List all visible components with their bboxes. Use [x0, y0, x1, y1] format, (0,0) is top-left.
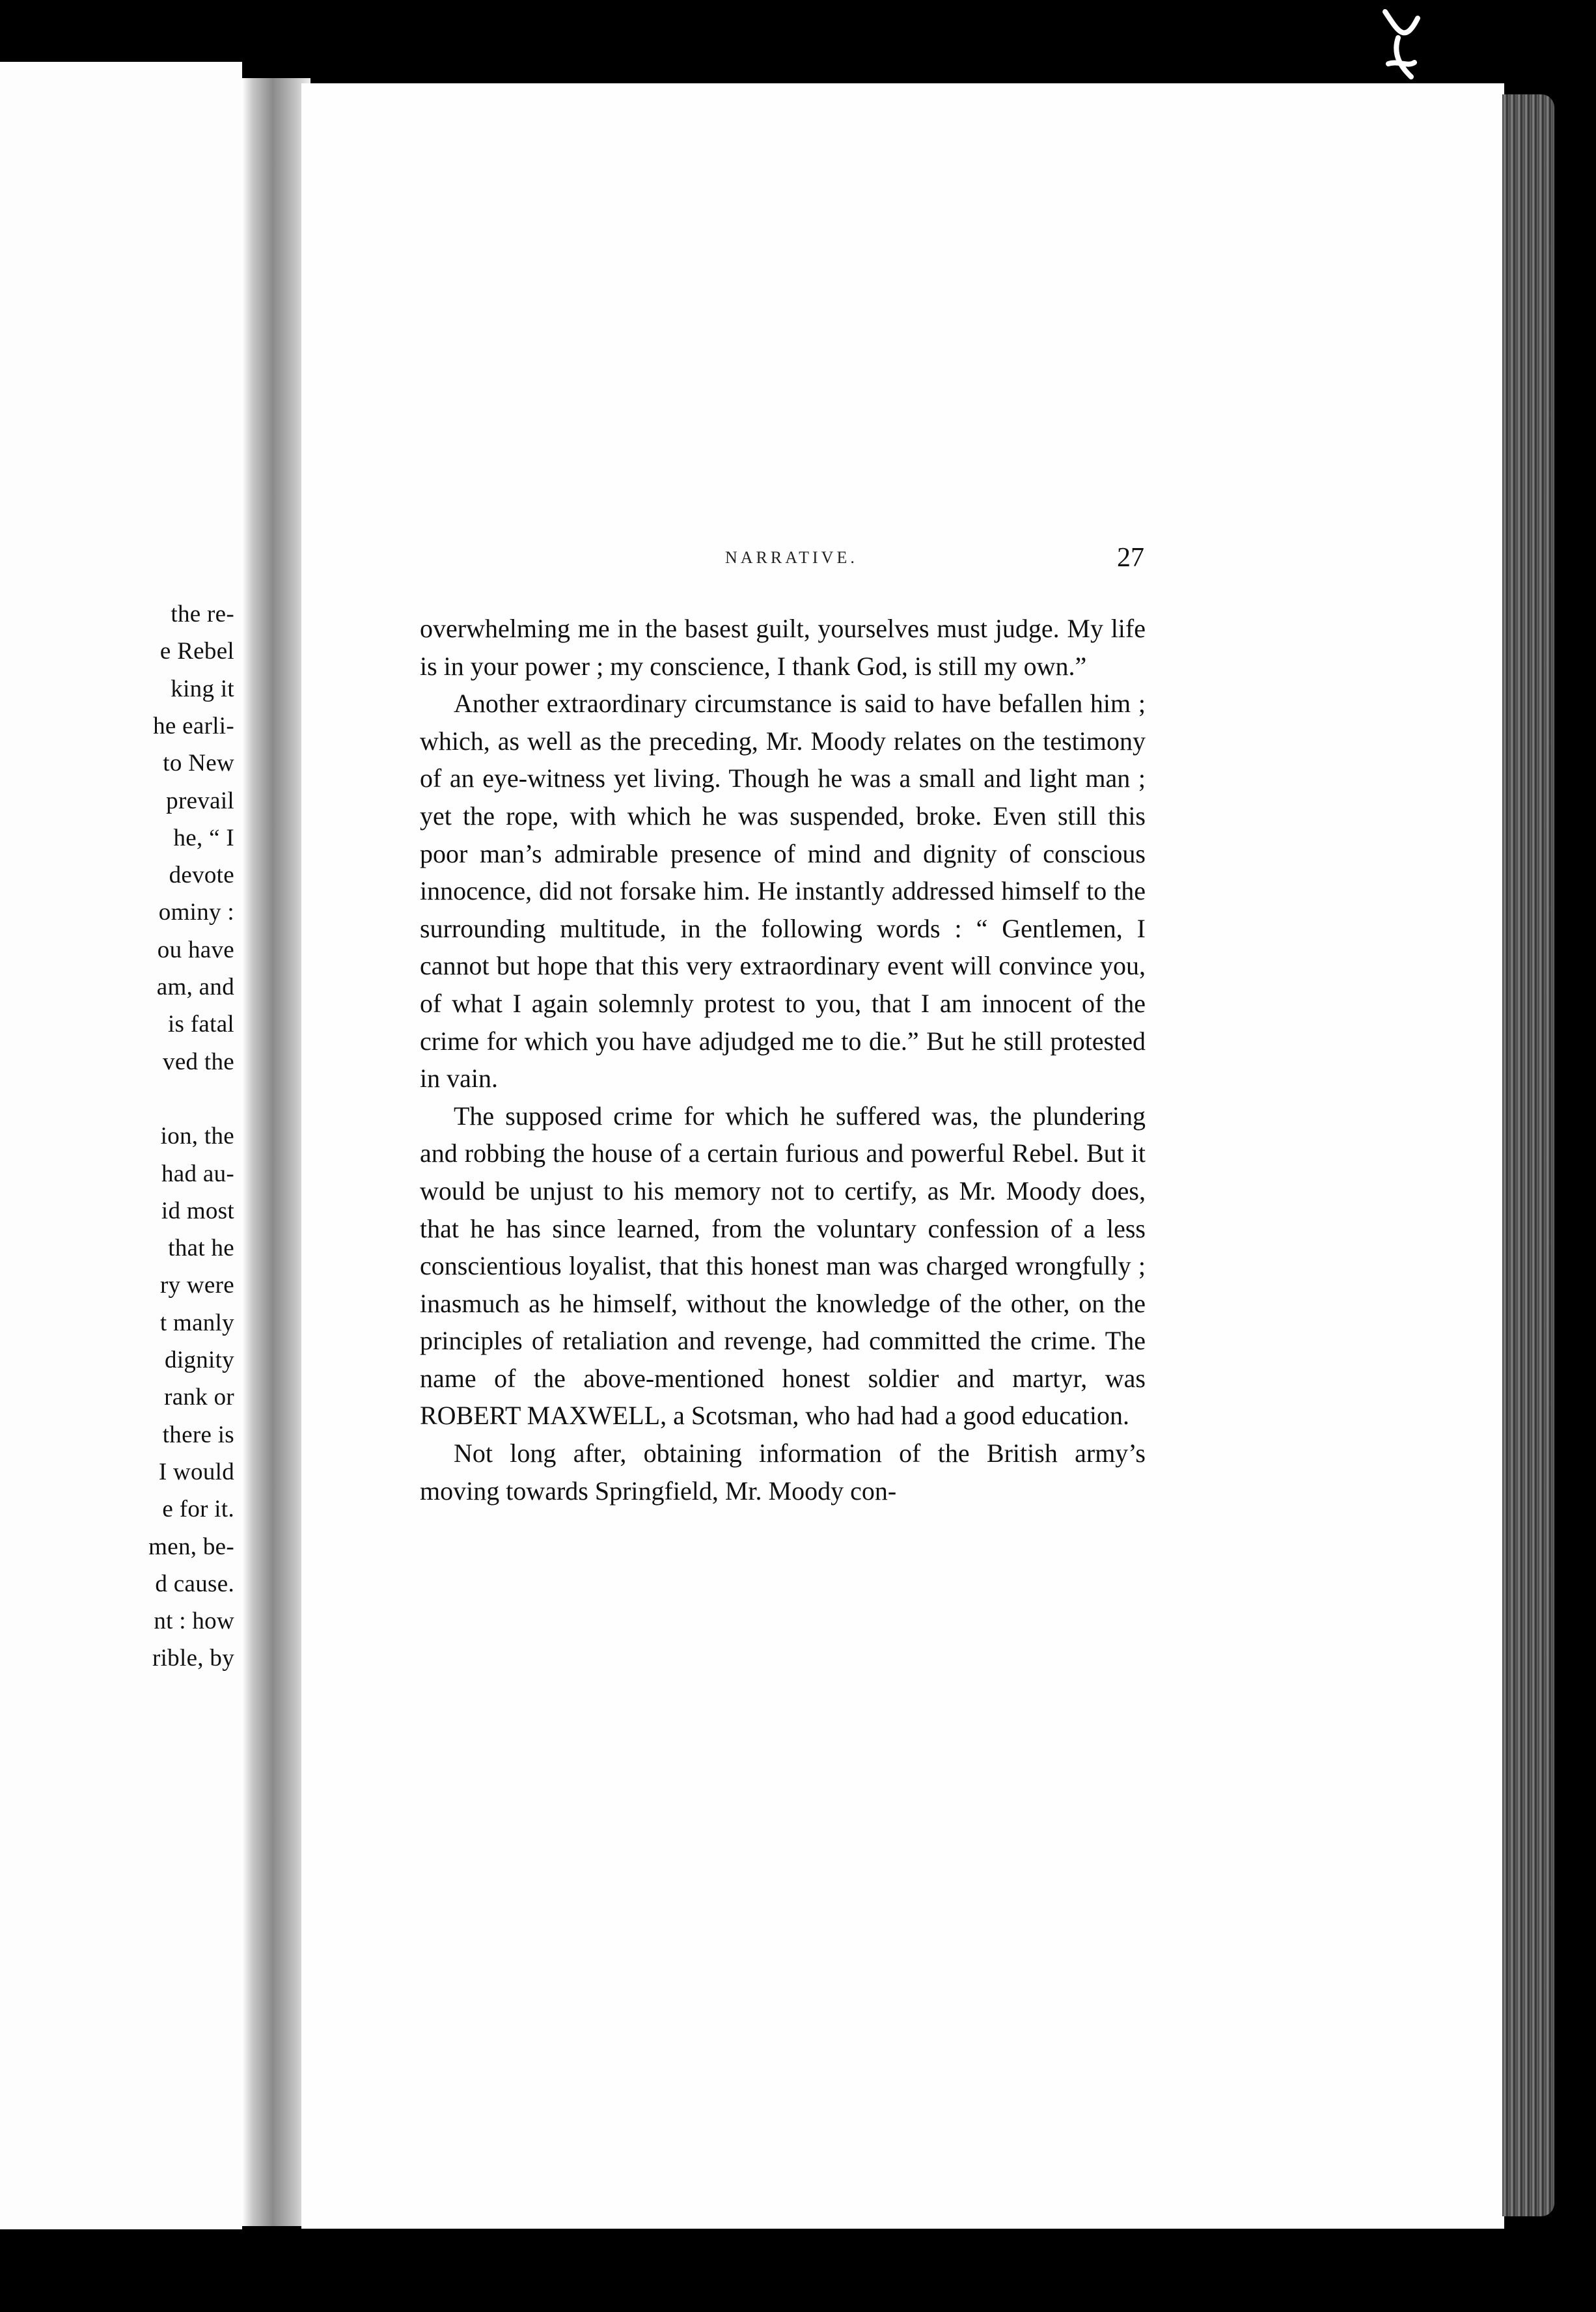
corner-mark-icon: [1379, 5, 1424, 83]
page-edge: [1502, 94, 1554, 2216]
left-page-line: I would: [158, 1458, 234, 1485]
paragraph: overwhelming me in the basest guilt, yourselves must judge. My life is in your power ; my conscience, I thank God, is still my own.”: [420, 614, 1146, 681]
left-page-line: ry were: [159, 1272, 234, 1299]
left-page-line: dignity: [165, 1347, 234, 1373]
left-page-line: e for it.: [162, 1496, 234, 1523]
paragraph: Another extraordinary circumstance is said to have befallen him ; which, as well as the preceding, Mr. Moody relates on the testimony of an eye-witness yet living. Though he was a small and light man ; yet the rope, with which he was suspended, broke. Even still this poor man’s admirable presence of mind and dignity of conscious innocence, did not forsake him. He instantly addressed himself to the surrounding multitude, in the following words : “ Gentlemen, I cannot but hope that this very extraordinary event will convince you, of what I again solemnly protest to you, that I am innocent of the crime for which you have adjudged me to die.” But he still protested in vain.: [420, 689, 1146, 1094]
left-page-line: king it: [171, 675, 234, 702]
left-page-line: rible, by: [152, 1645, 234, 1672]
left-page-line: men, be-: [148, 1533, 234, 1560]
body-text: [420, 610, 1146, 1509]
left-page-line: ou have: [157, 936, 234, 963]
left-page-line: he earli-: [153, 712, 234, 739]
left-page-line: nt : how: [154, 1608, 234, 1635]
running-head: NARRATIVE.: [725, 548, 858, 567]
martyr-name: ROBERT MAXWELL: [420, 1401, 661, 1431]
left-page-line: had au-: [161, 1160, 234, 1187]
left-page-line: devote: [169, 862, 234, 889]
left-page-line: ion, the: [160, 1123, 234, 1150]
page-number: 27: [1117, 543, 1144, 573]
left-page-line: t manly: [159, 1309, 234, 1336]
paragraph: [420, 1097, 1146, 1435]
left-page-line: ved the: [163, 1048, 234, 1075]
paragraph-text: The supposed crime for which he suffered was, the plundering and robbing the house of a certain furious and powerful Rebel. But it would be unjust to his memory not to certify, as Mr. Moody does, that he has since learned, from the voluntary confession of a less conscientious loyalist, that this honest man was charged wrongfully ; inasmuch as he himself, without the knowledge of the other, on the principles of retaliation and revenge, had committed the crime. The name of the above-mentioned honest soldier and martyr, was: [420, 1101, 1146, 1393]
paragraph: Not long after, obtaining information of the British army’s moving towards Springfield, Mr. Moody con-: [420, 1438, 1146, 1506]
book-gutter: [242, 78, 310, 2226]
paragraph-text: , a Scotsman, who had had a good education.: [660, 1401, 1129, 1431]
left-page-line: to New: [163, 750, 234, 777]
left-page-line: e Rebel: [159, 638, 234, 665]
left-page-line: he, “ I: [173, 824, 234, 851]
left-page: [0, 62, 242, 2229]
left-page-line: the re-: [171, 601, 234, 627]
left-page-line: d cause.: [155, 1570, 234, 1597]
left-page-line: rank or: [164, 1384, 234, 1411]
left-page-line: am, and: [156, 974, 234, 1000]
left-page-line: is fatal: [167, 1011, 234, 1038]
left-page-line: there is: [162, 1421, 234, 1448]
left-page-line: that he: [168, 1235, 234, 1262]
left-page-line: ominy :: [158, 899, 234, 926]
left-page-line: id most: [161, 1197, 234, 1224]
left-page-line: prevail: [166, 787, 234, 814]
